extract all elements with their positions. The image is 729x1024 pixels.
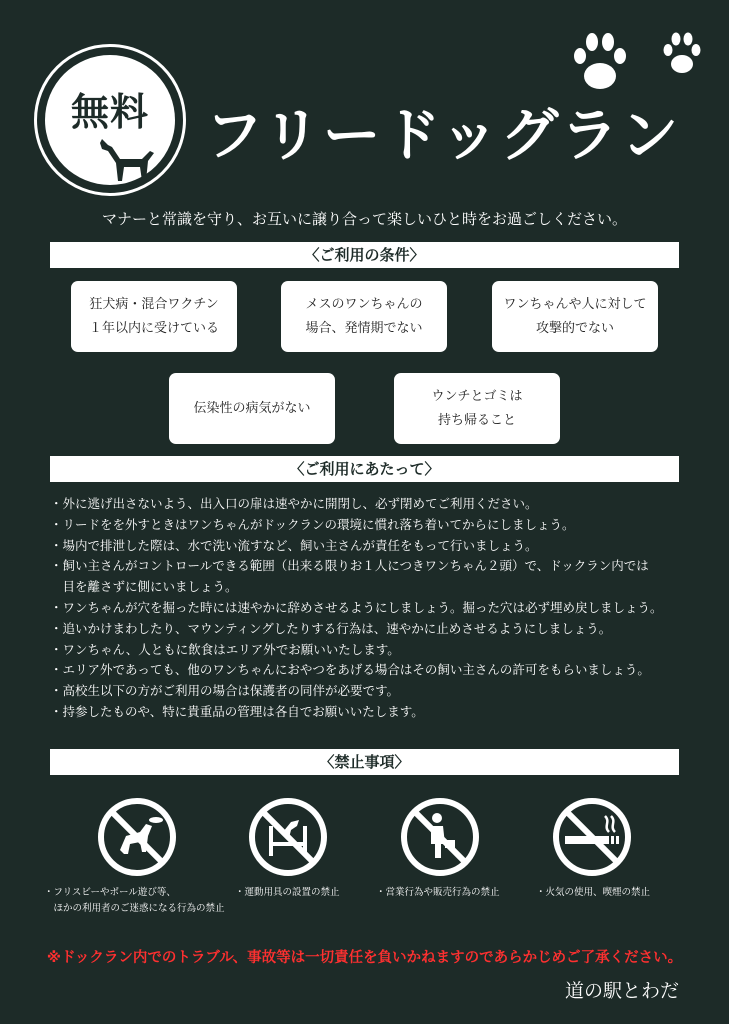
prohibited-heading: 〈禁止事項〉	[50, 749, 679, 775]
no-vendor-icon	[399, 796, 481, 878]
no-frisbee-icon	[96, 796, 178, 878]
badge-text: 無料	[70, 90, 149, 134]
condition-text: ワンちゃんや人に対して 攻撃的でない	[503, 296, 647, 336]
page-title: フリードッグラン	[205, 101, 681, 169]
rule-item: ・ワンちゃんが穴を掘った時には速やかに辞めさせるようにしましょう。掘った穴は必ず埋め戻しましょう。	[50, 599, 663, 615]
no-equipment-icon	[247, 796, 329, 878]
free-badge	[34, 44, 186, 196]
condition-card-waste	[394, 373, 560, 444]
prohibited-caption: ・火気の使用、喫煙の禁止	[536, 887, 651, 898]
condition-text: 伝染性の病気がない	[193, 400, 311, 416]
conditions-heading: 〈ご利用の条件〉	[50, 242, 679, 268]
rule-item: ・リードをを外すときはワンちゃんがドックランの環境に慣れ落ち着いてからにしましょう。	[50, 516, 575, 532]
signature: 道の駅とわだ	[565, 980, 680, 1002]
rule-item: ・飼い主さんがコントロールできる範囲（出来る限りお１人につきワンちゃん２頭）で、ドックラン内では 目を離さずに側にいましょう。	[50, 558, 649, 595]
rule-item: ・エリア外であっても、他のワンちゃんにおやつをあげる場合はその飼い主さんの許可をもらいましょう。	[50, 662, 650, 678]
condition-card-aggression	[492, 281, 658, 352]
condition-text: 狂犬病・混合ワクチン １年以内に受けている	[88, 296, 219, 336]
condition-text: ウンチとゴミは 持ち帰ること	[431, 388, 523, 428]
paw-prints-icon	[570, 18, 710, 93]
rule-item: ・追いかけまわしたり、マウンティングしたりする行為は、速やかに止めさせるようにしましょう。	[50, 620, 612, 636]
no-smoking-icon	[551, 796, 633, 878]
disclaimer-notice: ※ドックラン内でのトラブル、事故等は一切責任を負いかねますのであらかじめご了承ください。	[46, 950, 683, 966]
prohibited-caption: ・フリスビーやボール遊び等、 ほかの利用者のご迷惑になる行為の禁止	[44, 887, 225, 914]
rule-item: ・高校生以下の方がご利用の場合は保護者の同伴が必要です。	[50, 683, 400, 699]
rule-item: ・持参したものや、特に貴重品の管理は各自でお願いいたします。	[50, 703, 424, 719]
dog-silhouette-icon	[98, 133, 158, 183]
subtitle: マナーと常識を守り、お互いに譲り合って楽しいひと時をお過ごしください。	[101, 210, 627, 228]
prohibited-caption: ・運動用具の設置の禁止	[235, 887, 340, 898]
rule-item: ・外に逃げ出さないよう、出入口の扉は速やかに開閉し、必ず閉めてご利用ください。	[50, 496, 538, 511]
rule-item: ・場内で排泄した際は、水で洗い流すなど、飼い主さんが責任をもって行いましょう。	[50, 537, 538, 553]
condition-text: メスのワンちゃんの 場合、発情期でない	[305, 296, 423, 336]
rule-item: ・ワンちゃん、人ともに飲食はエリア外でお願いいたします。	[50, 641, 400, 657]
usage-heading: 〈ご利用にあたって〉	[50, 456, 679, 482]
badge-circle	[45, 55, 175, 185]
usage-rules-list	[50, 494, 690, 723]
prohibited-caption: ・営業行為や販売行為の禁止	[376, 887, 500, 898]
condition-card-vaccine	[71, 281, 237, 352]
condition-card-disease	[169, 373, 335, 444]
condition-card-heat	[281, 281, 447, 352]
